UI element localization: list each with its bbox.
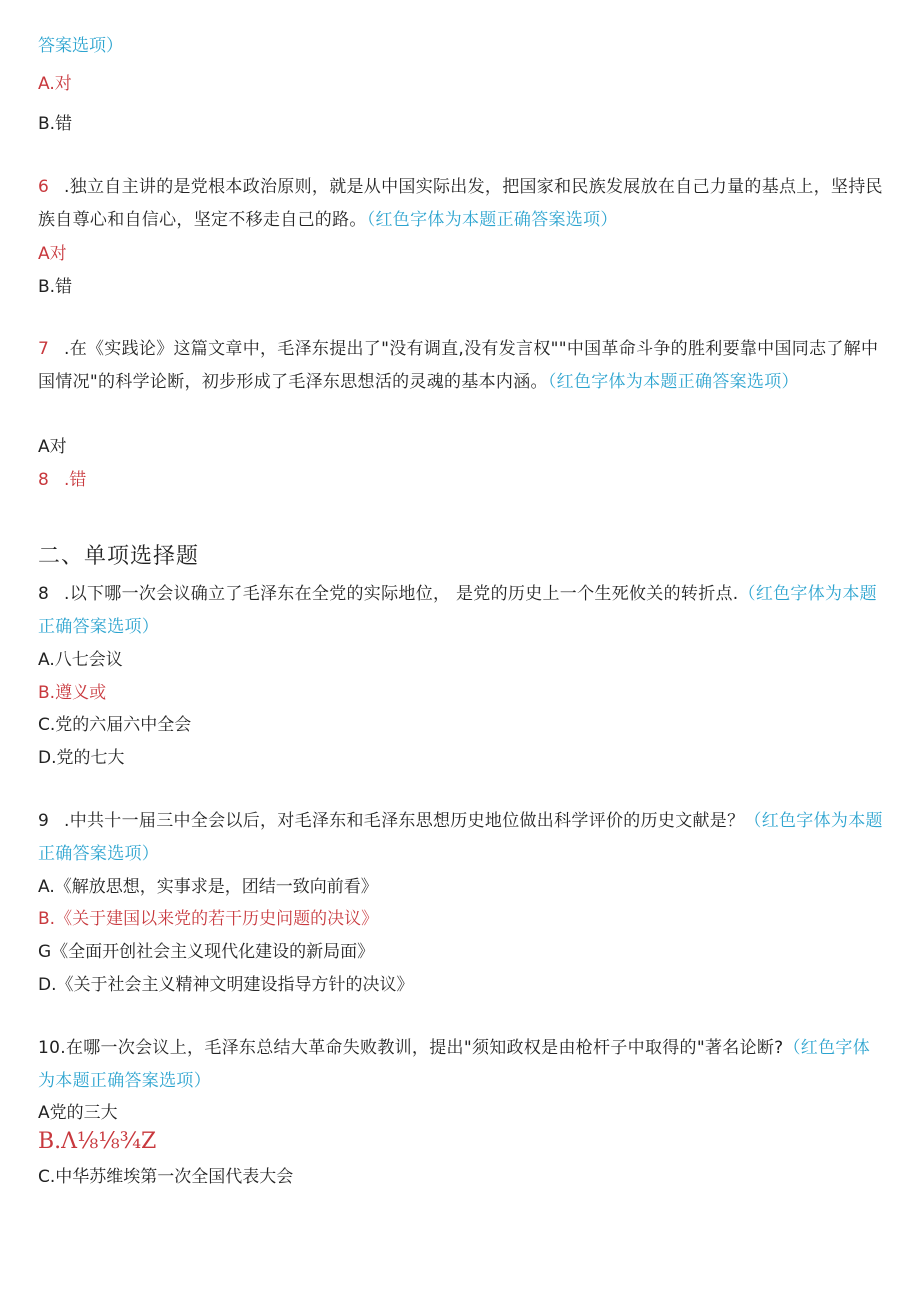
question-6-option-b: B.错	[38, 277, 73, 297]
question-7-number: 7	[38, 339, 50, 359]
question-6-text: .独立自主讲的是党根本政治原则，就是从中国实际出发，把国家和民族发展放在自己力量的基点上，坚持民族自尊心和自信心，坚定不移走自己的路。	[38, 177, 883, 230]
question-7-option-b-text: .错	[64, 470, 87, 490]
question-6-hint: （红色字体为本题正确答案选项）	[366, 209, 618, 230]
question-9	[38, 805, 886, 870]
question-8-option-a: A.八七会议	[38, 650, 123, 670]
carry-option-b: B.错	[38, 114, 73, 134]
question-9-hint: （红色字体为本题正确答案选项）	[38, 811, 883, 864]
question-10-option-a: A党的三大	[38, 1103, 118, 1123]
question-6-number: 6	[38, 177, 50, 197]
carry-option-a: A.对	[38, 74, 72, 94]
question-9-text: .中共十一届三中全会以后，对毛泽东和毛泽东思想历史地位做出科学评价的历史文献是？	[64, 811, 745, 831]
question-10	[38, 1032, 886, 1097]
question-8-hint: （红色字体为本题正确答案选项）	[38, 584, 877, 637]
carry-hint-tail: 答案选项）	[38, 36, 123, 56]
question-9-number: 9	[38, 811, 50, 831]
question-7	[38, 333, 886, 398]
question-8-option-c: C.党的六届六中全会	[38, 715, 192, 735]
question-9-option-d: D.《关于社会主义精神文明建设指导方针的决议》	[38, 975, 414, 995]
question-10-text: 在哪一次会议上，毛泽东总结大革命失败教训，提出"须知政权是由枪杆子中取得的"著名论断?	[65, 1038, 784, 1058]
question-8-option-b: B.遵义或	[38, 683, 107, 703]
question-8-number: 8	[38, 584, 50, 604]
section-heading: 二、单项选择题	[38, 544, 200, 569]
question-9-option-a: A.《解放思想，实事求是，团结一致向前看》	[38, 877, 378, 897]
question-9-option-b: B.《关于建国以来党的若干历史问题的决议》	[38, 909, 379, 929]
question-6	[38, 171, 886, 236]
question-10-hint: （红色字体为本题正确答案选项）	[38, 1038, 870, 1091]
question-6-option-a: A对	[38, 244, 67, 264]
question-8-option-d: D.党的七大	[38, 748, 125, 768]
question-8	[38, 578, 886, 643]
question-10-option-c: C.中华苏维埃第一次全国代表大会	[38, 1167, 294, 1187]
question-7-option-b-number: 8	[38, 470, 49, 490]
question-10-number: 10.	[38, 1038, 66, 1058]
question-7-text: .在《实践论》这篇文章中，毛泽东提出了"没有调直,没有发言权""中国革命斗争的胜利要靠中国同志了解中国情况"的科学论断，初步形成了毛泽东思想活的灵魂的基本内涵。	[38, 339, 879, 392]
question-7-hint: （红色字体为本题正确答案选项）	[547, 371, 799, 392]
question-8-text: .以下哪一次会议确立了毛泽东在全党的实际地位， 是党的历史上一个生死攸关的转折点.	[64, 584, 739, 604]
document-page	[38, 0, 886, 1301]
question-7-option-b	[38, 469, 86, 491]
question-7-option-a: A对	[38, 437, 67, 457]
question-9-option-c: G《全面开创社会主义现代化建设的新局面》	[38, 942, 375, 962]
question-10-option-b: B.Λ⅛⅛¾Z	[38, 1129, 157, 1154]
